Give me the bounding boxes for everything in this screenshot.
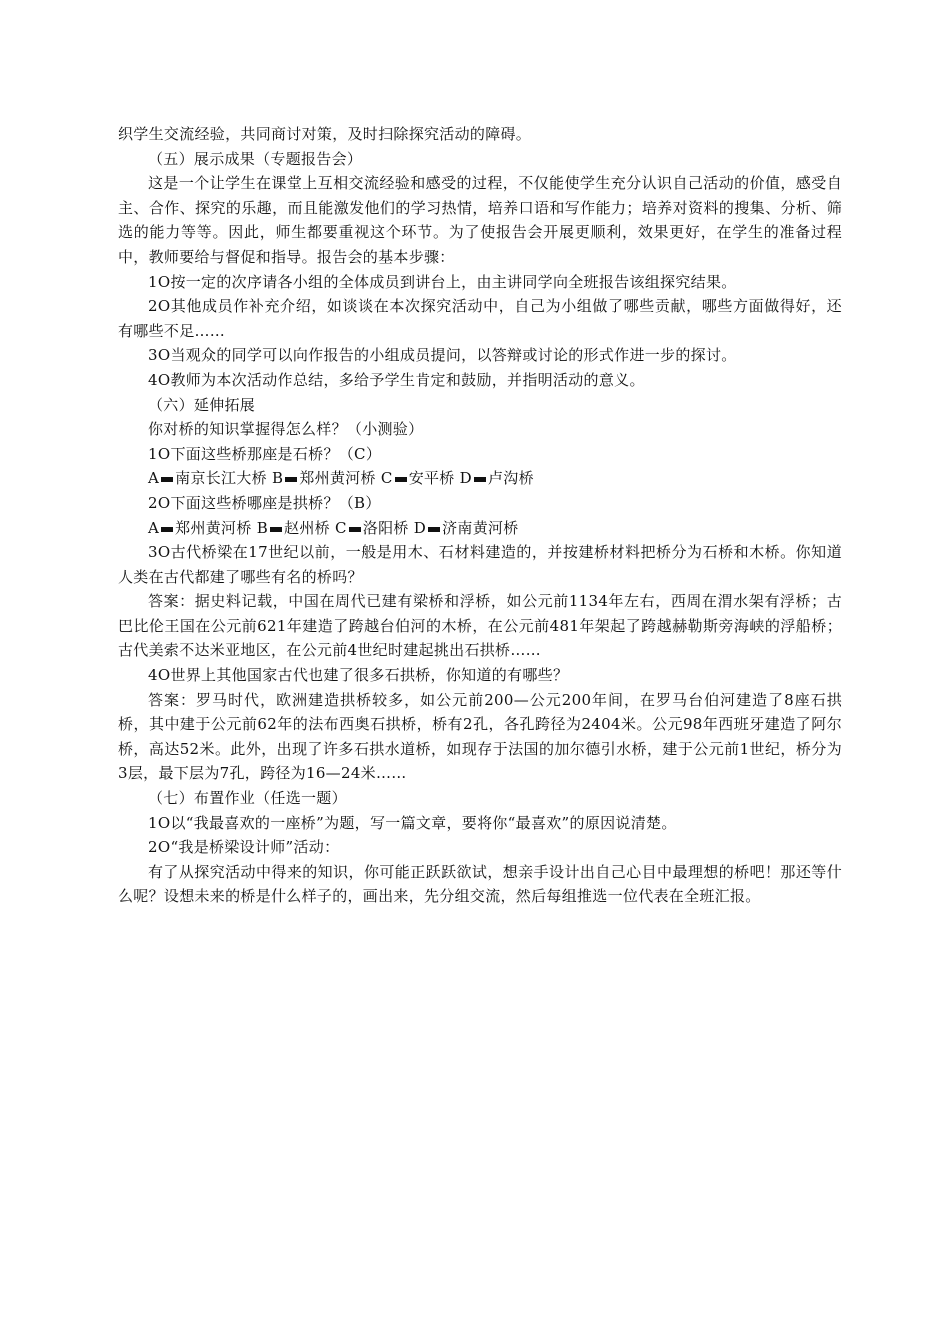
step-4: 4O教师为本次活动作总结，多给予学生肯定和鼓励，并指明活动的意义。: [148, 370, 645, 389]
option-label: A: [148, 518, 160, 537]
homework-2-body: 有了从探究活动中得来的知识，你可能正跃跃欲试，想亲手设计出自己心目中最理想的桥吧！那还等什么呢？设想未来的桥是什么样子的，画出来，先分组交流，然后每组推选一位代表在全班汇报。: [118, 862, 842, 906]
section-heading-seven: （七）布置作业（任选一题）: [148, 789, 347, 808]
option-label: A: [148, 469, 160, 488]
blank-gap-icon: [161, 527, 173, 532]
quiz-question-2-options: [118, 516, 842, 541]
homework-2: 2O“我是桥梁设计师”活动：: [148, 838, 340, 857]
option-label: 卢沟桥: [488, 469, 534, 488]
option-label: 赵州桥 C: [284, 518, 347, 537]
blank-gap-icon: [474, 477, 486, 482]
quiz-answer-3: 答案：据史料记载，中国在周代已建有梁桥和浮桥，如公元前1134年左右，西周在渭水架有浮桥；古巴比伦王国在公元前621年建造了跨越台伯河的木桥，在公元前481年架起了跨越赫勒斯旁海峡的浮船桥；古代美索不达米亚地区，在公元前4世纪时建起挑出石拱桥……: [118, 592, 842, 660]
quiz-intro: 你对桥的知识掌握得怎么样？（小测验）: [148, 420, 424, 439]
blank-gap-icon: [270, 527, 282, 532]
blank-gap-icon: [161, 477, 173, 482]
paragraph-five-body: 这是一个让学生在课堂上互相交流经验和感受的过程，不仅能使学生充分认识自己活动的价值，感受自主、合作、探究的乐趣，而且能激发他们的学习热情，培养口语和写作能力；培养对资料的搜集、分析、筛选的能力等等。因此，师生都要重视这个环节。为了使报告会开展更顺利，效果更好，在学生的准备过程中，教师要给与督促和指导。报告会的基本步骤：: [118, 174, 842, 266]
option-label: 郑州黄河桥 C: [299, 469, 393, 488]
homework-1: 1O以“我最喜欢的一座桥”为题，写一篇文章，要将你“最喜欢”的原因说清楚。: [148, 813, 677, 832]
blank-gap-icon: [349, 527, 361, 532]
option-label: 济南黄河桥: [442, 518, 519, 537]
option-label: 安平桥 D: [408, 469, 472, 488]
paragraph-intro-continued: 织学生交流经验，共同商讨对策，及时扫除探究活动的障碍。: [118, 125, 532, 143]
section-heading-six: （六）延伸拓展: [148, 395, 256, 414]
quiz-question-2: 2O下面这些桥哪座是拱桥？（B）: [148, 493, 381, 512]
blank-gap-icon: [428, 527, 440, 532]
option-label: 郑州黄河桥 B: [175, 518, 269, 537]
blank-gap-icon: [285, 477, 297, 482]
section-heading-five: （五）展示成果（专题报告会）: [148, 149, 363, 168]
option-label: 洛阳桥 D: [362, 518, 427, 537]
step-1: 1O按一定的次序请各小组的全体成员到讲台上，由主讲同学向全班报告该组探究结果。: [148, 272, 737, 291]
quiz-answer-4: 答案：罗马时代，欧洲建造拱桥较多，如公元前200—公元200年间，在罗马台伯河建造了8座石拱桥，其中建于公元前62年的法布西奥石拱桥，桥有2孔，各孔跨径为2404米。公元98年西班牙建造了阿尔桥，高达52米。此外，出现了许多石拱水道桥，如现存于法国的加尔德引水桥，建于公元前1世纪，桥分为3层，最下层为7孔，跨径为16—24米……: [118, 690, 842, 783]
step-3: 3O当观众的同学可以向作报告的小组成员提问，以答辩或讨论的形式作进一步的探讨。: [148, 346, 737, 365]
document-body: [118, 122, 842, 909]
blank-gap-icon: [395, 477, 407, 482]
step-2: 2O其他成员作补充介绍，如谈谈在本次探究活动中，自己为小组做了哪些贡献，哪些方面做得好，还有哪些不足……: [118, 297, 842, 340]
quiz-question-4: 4O世界上其他国家古代也建了很多石拱桥，你知道的有哪些？: [148, 666, 569, 685]
quiz-question-1: 1O下面这些桥那座是石桥？（C）: [148, 444, 382, 463]
option-label: 南京长江大桥 B: [175, 469, 284, 488]
quiz-question-1-options: [118, 466, 842, 491]
quiz-question-3: 3O古代桥梁在17世纪以前，一般是用木、石材料建造的，并按建桥材料把桥分为石桥和木桥。你知道人类在古代都建了哪些有名的桥吗？: [118, 543, 842, 586]
